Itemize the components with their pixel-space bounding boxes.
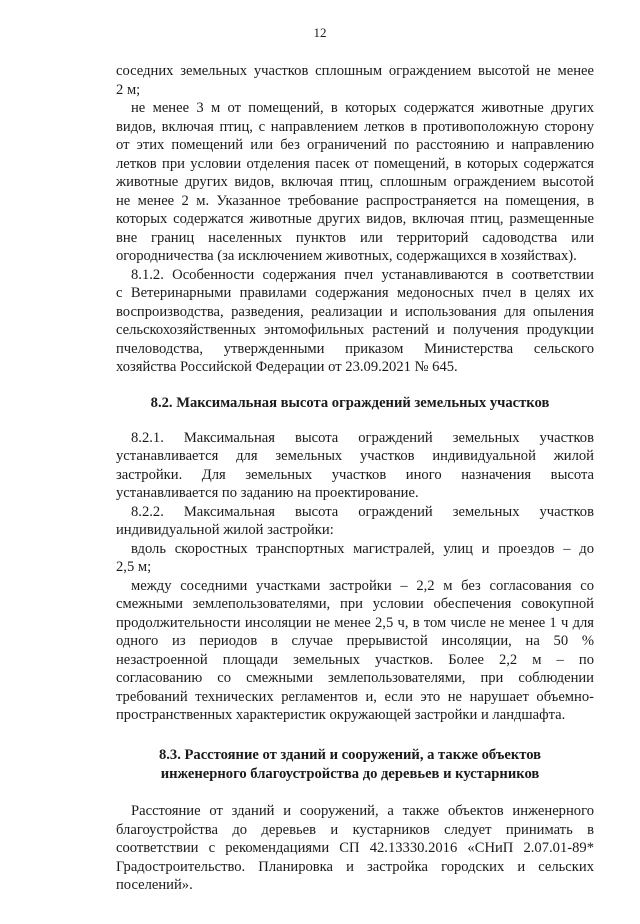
text-line: животные других видов, включая птиц, сплошным ограждением высотой bbox=[116, 174, 594, 190]
text-line: не менее 3 м от помещений, в которых содержатся животные других bbox=[131, 100, 594, 116]
text-line: одного из периодов в случае прерывистой инсоляции, на 50 % bbox=[116, 633, 594, 649]
text-line: от этих помещений или без ограничений по расстоянию и направлению bbox=[116, 137, 594, 153]
text-line: устанавливается по заданию на проектирование. bbox=[116, 485, 419, 501]
text-line: Градостроительство. Планировка и застройка городских и сельских bbox=[116, 859, 594, 875]
page-number: 12 bbox=[313, 25, 327, 40]
text-line: незастроенной площади земельных участков. Более 2,2 м – по bbox=[116, 652, 594, 668]
text-line: не менее 2 м. Указанное требование распространяется на помещения, в bbox=[116, 193, 594, 209]
text-line: с Ветеринарными правилами содержания медоносных пчел в целях их bbox=[116, 285, 594, 301]
text-line: продолжительности инсоляции не менее 2,5 ч, в том числе не менее 1 ч для bbox=[116, 615, 594, 631]
text-line: 8.2.1. Максимальная высота ограждений земельных участков bbox=[131, 430, 594, 446]
text-line: соответствии с рекомендациями СП 42.13330.2016 «СНиП 2.07.01-89* bbox=[116, 840, 594, 856]
text-line: сельскохозяйственных энтомофильных растений и получения продукции bbox=[116, 322, 594, 338]
text-line: огородничества (за исключением животных, содержащихся в хозяйствах). bbox=[116, 248, 577, 264]
text-line: 8.2.2. Максимальная высота ограждений земельных участков bbox=[131, 504, 594, 520]
text-line: хозяйства Российской Федерации от 23.09.2021 № 645. bbox=[116, 359, 458, 375]
text-line: пространственных характеристик окружающей застройки и ландшафта. bbox=[116, 707, 566, 723]
text-line: вдоль скоростных транспортных магистралей, улиц и проездов – до bbox=[131, 541, 594, 557]
text-line: поселений». bbox=[116, 877, 193, 893]
text-line: индивидуальной жилой застройки: bbox=[116, 522, 334, 538]
text-line: пчеловодства, утвержденными приказом Министерства сельского bbox=[116, 341, 594, 357]
section-heading-8-3-continued: инженерного благоустройства до деревьев и кустарников bbox=[160, 766, 540, 782]
section-heading-8-3: 8.3. Расстояние от зданий и сооружений, а также объектов bbox=[158, 747, 542, 763]
text-line: 2 м; bbox=[116, 82, 141, 98]
text-line: 8.1.2. Особенности содержания пчел устанавливаются в соответствии bbox=[131, 267, 594, 283]
text-line: летков при условии отделения пасек от помещений, в которых содержатся bbox=[116, 156, 594, 172]
text-line: согласованию со смежными землепользователями, при соблюдении bbox=[116, 670, 594, 686]
section-heading-8-2: 8.2. Максимальная высота ограждений земельных участков bbox=[150, 395, 550, 411]
text-line: требований технических регламентов и, если это не нарушает объемно- bbox=[116, 689, 594, 705]
text-line: Расстояние от зданий и сооружений, а также объектов инженерного bbox=[131, 803, 594, 819]
text-line: 2,5 м; bbox=[116, 559, 152, 575]
text-line: вне границ населенных пунктов или территорий садоводства или bbox=[116, 230, 594, 246]
text-line: смежными землепользователями, при условии обеспечения совокупной bbox=[116, 596, 594, 612]
text-line: соседних земельных участков сплошным ограждением высотой не менее bbox=[116, 63, 594, 79]
text-line: благоустройства до деревьев и кустарников следует принимать в bbox=[116, 822, 594, 838]
text-line: застройки. Для земельных участков иного назначения высота bbox=[116, 467, 594, 483]
text-line: между соседними участками застройки – 2,2 м без согласования со bbox=[131, 578, 594, 594]
text-line: устанавливается для земельных участков индивидуальной жилой bbox=[116, 448, 594, 464]
text-line: видов, включая птиц, с направлением летков в противоположную сторону bbox=[116, 119, 594, 135]
text-line: которых содержатся животные других видов, включая птиц, размещенные bbox=[116, 211, 594, 227]
text-line: воспроизводства, разведения, реализации и использования для опыления bbox=[116, 304, 594, 320]
